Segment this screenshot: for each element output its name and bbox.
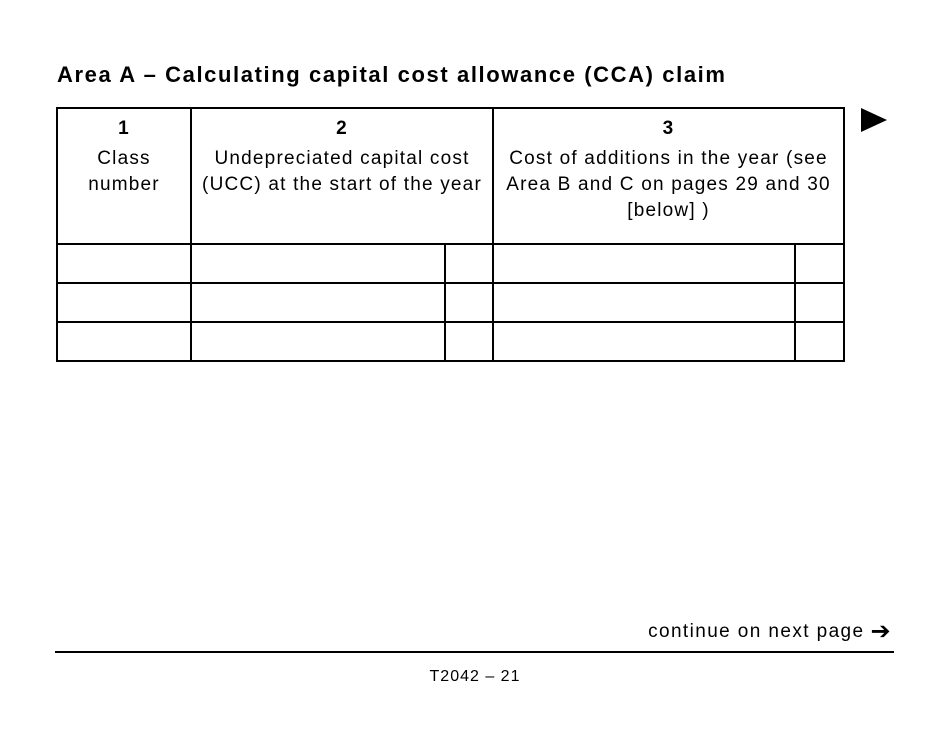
additions-amount-cell[interactable] [493, 322, 795, 361]
column-label: Cost of additions in the year (see Area B and C on pages 29 and 30 [below] ) [506, 148, 831, 221]
ucc-code-cell[interactable] [445, 244, 493, 283]
next-columns-arrow-icon [861, 108, 887, 132]
table-row [57, 283, 844, 322]
footer-divider [55, 651, 894, 653]
ucc-amount-cell[interactable] [191, 322, 445, 361]
ucc-code-cell[interactable] [445, 283, 493, 322]
column-number: 1 [118, 118, 130, 139]
ucc-amount-cell[interactable] [191, 283, 445, 322]
continue-on-next-page [648, 618, 892, 645]
continue-text: continue on next page [648, 621, 865, 642]
ucc-amount-cell[interactable] [191, 244, 445, 283]
column-header-ucc [191, 108, 493, 244]
additions-amount-cell[interactable] [493, 244, 795, 283]
column-label: Undepreciated capital cost (UCC) at the start of the year [202, 148, 482, 195]
additions-code-cell[interactable] [795, 244, 844, 283]
cca-table [56, 107, 845, 362]
class-number-cell[interactable] [57, 283, 191, 322]
ucc-code-cell[interactable] [445, 322, 493, 361]
column-header-additions [493, 108, 844, 244]
column-number: 2 [336, 118, 348, 139]
additions-code-cell[interactable] [795, 322, 844, 361]
table-row [57, 322, 844, 361]
arrow-right-bold-icon: ➔ [870, 618, 892, 645]
area-title: Area A – Calculating capital cost allowance (CCA) claim [57, 62, 727, 87]
table-row [57, 244, 844, 283]
column-header-class-number [57, 108, 191, 244]
additions-amount-cell[interactable] [493, 283, 795, 322]
class-number-cell[interactable] [57, 244, 191, 283]
column-number: 3 [662, 118, 675, 139]
page-number: T2042 – 21 [429, 668, 521, 685]
table-header-row [57, 108, 844, 244]
class-number-cell[interactable] [57, 322, 191, 361]
additions-code-cell[interactable] [795, 283, 844, 322]
column-label: Class number [88, 148, 160, 195]
